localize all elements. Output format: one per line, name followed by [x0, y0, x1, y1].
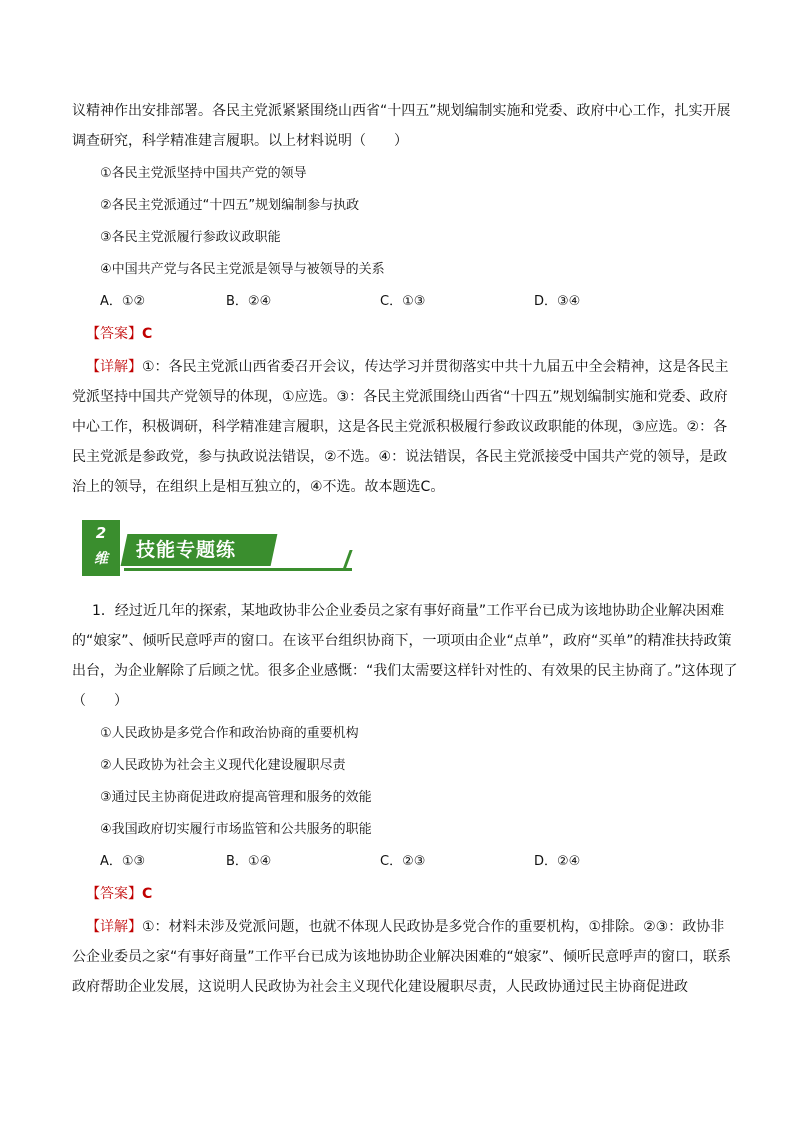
question-stem: 1．经过近几年的探索，某地政协非公企业委员之家有事好商量”工作平台已成为该地协助企业解决困难的“娘家”、倾听民意呼声的窗口。在该平台组织协商下，一项项由企业“点单”，政府“买单”的精准扶持政策出台，为企业解除了后顾之忧。很多企业感慨：“我们太需要这样针对性的、有效果的民主协商了。”这体现了（ ）: [72, 603, 738, 709]
answer-label: 【答案】: [86, 326, 142, 342]
option-item: ③各民主党派履行参政议政职能: [100, 230, 281, 245]
answer-line: [86, 882, 152, 906]
choice-a: A．①②: [100, 294, 146, 309]
section-badge-number: 2: [95, 524, 107, 542]
detail-text: ①：各民主党派山西省委召开会议，传达学习并贯彻落实中共十九届五中全会精神，这是各民主党派坚持中国共产党领导的体现，①应选。③：各民主党派围绕山西省“十四五”规划编制实施和党委、政府中心工作，积极调研，科学精准建言履职，这是各民主党派积极履行参政议政职能的体现，③应选。②：各民主党派是参政党，参与执政说法错误，②不选。④：说法错误，各民主党派接受中国共产党的领导，是政治上的领导，在组织上是相互独立的，④不选。故本题选C。: [72, 359, 729, 495]
section-title: 技能专题练: [136, 539, 237, 561]
answer-value: C: [142, 886, 153, 902]
section-badge: [82, 520, 120, 576]
detail-block: [72, 352, 736, 502]
section-underline: [124, 568, 352, 571]
section-banner: [82, 520, 282, 576]
choice-d: D．③④: [534, 294, 581, 309]
option-item: ③通过民主协商促进政府提高管理和服务的效能: [100, 790, 372, 805]
answer-line: [86, 322, 152, 346]
choice-row: [100, 850, 620, 874]
choice-c: C．①③: [380, 294, 426, 309]
detail-text: ①：材料未涉及党派问题，也就不体现人民政协是多党合作的重要机构，①排除。②③：政协非公企业委员之家“有事好商量”工作平台已成为该地协助企业解决困难的“娘家”、倾听民意呼声的窗口，联系政府帮助企业发展，这说明人民政协为社会主义现代化建设履职尽责，人民政协通过民主协商促进政: [72, 919, 732, 995]
choice-b: B．②④: [226, 294, 272, 309]
choice-d: D．②④: [534, 854, 581, 869]
choice-row: [100, 290, 620, 314]
answer-label: 【答案】: [86, 886, 142, 902]
option-item: ①人民政协是多党合作和政治协商的重要机构: [100, 726, 359, 741]
option-item: ④中国共产党与各民主党派是领导与被领导的关系: [100, 262, 385, 277]
option-item: ②人民政协为社会主义现代化建设履职尽责: [100, 758, 346, 773]
option-item: ②各民主党派通过“十四五”规划编制参与执政: [100, 198, 360, 213]
answer-value: C: [142, 326, 153, 342]
choice-c: C．②③: [380, 854, 426, 869]
section-badge-word: 维: [94, 551, 108, 567]
choice-b: B．①④: [226, 854, 272, 869]
detail-block: [72, 912, 736, 1002]
option-item: ④我国政府切实履行市场监管和公共服务的职能: [100, 822, 372, 837]
detail-label: 【详解】: [86, 359, 142, 375]
choice-a: A．①③: [100, 854, 146, 869]
section-tick: [342, 550, 352, 570]
option-item: ①各民主党派坚持中国共产党的领导: [100, 166, 307, 181]
question-stem: 议精神作出安排部署。各民主党派紧紧围绕山西省“十四五”规划编制实施和党委、政府中心工作，扎实开展调查研究，科学精准建言履职。以上材料说明（ ）: [72, 103, 731, 149]
detail-label: 【详解】: [86, 919, 142, 935]
